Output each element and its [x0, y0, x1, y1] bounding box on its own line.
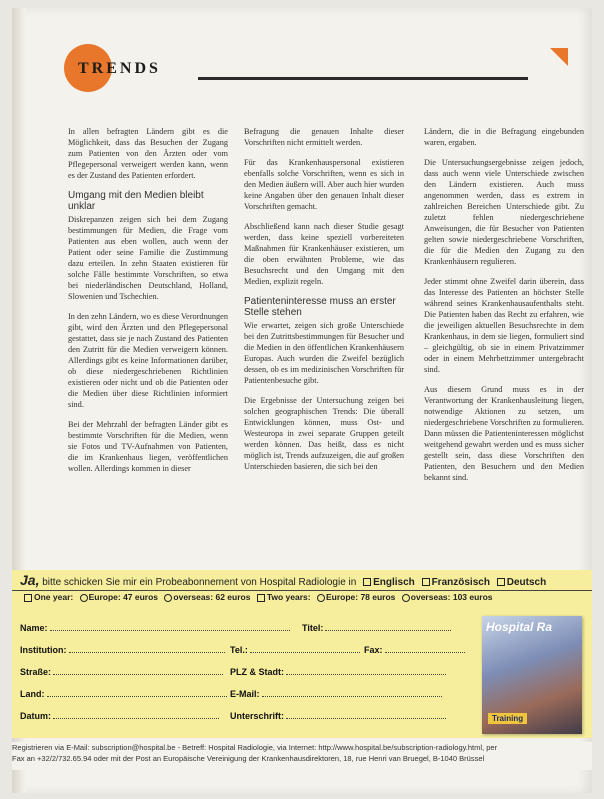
label-two-years: Two years: [266, 592, 311, 602]
header-rule [198, 77, 528, 80]
paragraph: In den zehn Ländern, wo es diese Verordnungen gibt, wird den Ärzten und den Pflegepersonal gestattet, dass sie je nach Zustand des Patienten den Zutritt für die Medien verweigern können. Allerdings gibt es keine Informationen darüber, ob diese niedergeschriebenen Richtlinien existieren oder nicht und ob die Patienten oder die Medien über diese Richtlinien informiert sind. [68, 312, 228, 409]
magazine-title: Hospital Ra [486, 620, 553, 634]
paragraph: Bei der Mehrzahl der befragten Länder gibt es bestimmte Vorschriften für die Medien, wenn sie Fotos und TV-Aufnahmen von Patienten, die im Krankenhaus liegen, veröffentlichen wollen. Allerdings kommen in dieser [68, 420, 228, 473]
order-ja: Ja, [20, 572, 40, 588]
radio-overseas-one-year[interactable] [164, 594, 172, 602]
country-label: Land: [20, 689, 45, 699]
subscription-order-form [12, 570, 592, 738]
label-overseas-two-years: overseas: 103 euros [410, 592, 493, 602]
paragraph: In allen befragten Ländern gibt es die Möglichkeit, dass das Besuchen der Zugang zum Patienten von den Ärzten oder vom Pflegepersonal verweigert werden kann, wenn es der Zustand des Patienten erfordert. [68, 127, 228, 180]
radio-europe-two-years[interactable] [317, 594, 325, 602]
order-divider [12, 590, 592, 591]
fax-field[interactable] [364, 644, 465, 655]
checkbox-french[interactable] [422, 578, 430, 586]
radio-overseas-two-years[interactable] [402, 594, 410, 602]
phone-label: Tel.: [230, 645, 248, 655]
article-column-3 [424, 126, 584, 492]
signature-label: Unterschrift: [230, 711, 285, 721]
title-label: Titel: [302, 623, 324, 633]
radio-europe-one-year[interactable] [80, 594, 88, 602]
paragraph: Die Untersuchungsergebnisse zeigen jedoch, dass auch wenn viele Unterschiede zwischen den Ländern existieren. Auch muss angenommen werden, dass es extrem in zahlreichen Bereichen Unterschiede gibt. Zu zuletzt fehlen niedergeschriebene Anweisungen, die für Besucher von Patienten gelten sowie niedergeschriebene Vorschriften, die für die Medien den Zugang zu den Krankenhäusern regulieren. [424, 158, 584, 266]
order-headline-text: bitte schicken Sie mir ein Probeabonnement von Hospital Radiologie in [42, 577, 357, 588]
institution-field[interactable] [20, 644, 225, 655]
section-title: TRENDS [78, 60, 161, 77]
label-europe-one-year: Europe: 47 euros [88, 592, 159, 602]
footer-line-2: Fax an +32/2/732.65.94 oder mit der Post an Europäische Vereinigung der Krankenhausdirektoren, 18, rue Henri van Bruegel, B-1040 Brüssel [12, 754, 485, 763]
label-europe-two-years: Europe: 78 euros [325, 592, 396, 602]
street-field[interactable] [20, 666, 223, 677]
institution-label: Institution: [20, 645, 67, 655]
email-label: E-Mail: [230, 689, 260, 699]
price-options [20, 592, 493, 602]
footer [12, 742, 592, 770]
checkbox-german[interactable] [497, 578, 505, 586]
date-field[interactable] [20, 710, 219, 721]
corner-triangle-icon [550, 48, 568, 66]
title-field[interactable] [302, 622, 451, 633]
date-label: Datum: [20, 711, 51, 721]
name-field[interactable] [20, 622, 290, 633]
paragraph: Aus diesem Grund muss es in der Verantwortung der Krankenhausleitung liegen, notwendige Aktionen zu setzen, um niedergeschriebene Vorschriften zu formulieren. Dann müssen die Patienteninteressen möglichst weitgehend gewahrt werden und es muss sicher gestellt sein, dass diese Vorschriften den Patienten, den Besuchern und den Medien bekannt sind. [424, 385, 584, 482]
paragraph: Befragung die genauen Inhalte dieser Vorschriften nicht ermittelt werden. [244, 127, 404, 147]
checkbox-english[interactable] [363, 578, 371, 586]
footer-line-1: Registrieren via E-Mail: subscription@hospital.be - Betreff: Hospital Radiologie, via Internet: http://www.hospital.be/subscription-radiology.html, per [12, 743, 498, 752]
country-field[interactable] [20, 688, 227, 699]
paragraph: Jeder stimmt ohne Zweifel darin überein, dass das Interesse des Patienten an höchster Stelle während seines Krankenhausaufenthalts steht. Die Patienten haben das Recht zu erfahren, wie die jeweiligen aktuellen Besuchsrechte in dem Krankenhaus, in dem sie liegen, formuliert sind – gleichgültig, ob sie in einem Privatzimmer oder in einem Mehrbettzimmer untergebracht sind. [424, 277, 584, 374]
zip-city-label: PLZ & Stadt: [230, 667, 284, 677]
label-english: Englisch [373, 577, 415, 588]
label-french: Französisch [431, 577, 490, 588]
zip-city-field[interactable] [230, 666, 446, 677]
article-column-2 [244, 126, 404, 481]
phone-field[interactable] [230, 644, 360, 655]
label-one-year: One year: [34, 592, 74, 602]
paragraph: Abschließend kann nach dieser Studie gesagt werden, dass keine speziell vorbereiteten Maßnahmen für Krankenhäuser existieren, um die oben erwähnten Probleme, wie das Besuchsrecht und den Umgang mit den Medien, explizit regeln. [244, 222, 404, 286]
checkbox-two-years[interactable] [257, 594, 265, 602]
label-german: Deutsch [506, 577, 547, 588]
order-headline [20, 572, 546, 588]
paragraph: Die Ergebnisse der Untersuchung zeigen bei solchen geographischen Trends: Die überall Entwicklungen können, muss Ost- und Westeuropa in zwei separate Gruppen geteilt werden können. Das heißt, dass es nicht möglich ist, Trends aufzuzeigen, die auf großen Unterschieden basieren, die sich bei den [244, 396, 404, 471]
magazine-cover-image [482, 616, 582, 734]
street-label: Straße: [20, 667, 52, 677]
magazine-badge: Training [488, 713, 527, 724]
name-label: Name: [20, 623, 48, 633]
paragraph: Ländern, die in die Befragung eingebunden waren, ergaben. [424, 127, 584, 147]
fax-label: Fax: [364, 645, 383, 655]
subheading: Umgang mit den Medien bleibt unklar [68, 190, 204, 212]
paragraph: Für das Krankenhauspersonal existieren ebenfalls solche Vorschriften, wenn es sich in den Medien äußern will. Aber auch hier wurden keine Angaben über den genauen Inhalt dieser Vorschriften gemacht. [244, 158, 404, 211]
article-column-1 [68, 126, 228, 483]
checkbox-one-year[interactable] [24, 594, 32, 602]
paragraph: Diskrepanzen zeigen sich bei dem Zugang bestimmungen für Medien, die Frage vom Patienten aus eben wollen, auch wenn der Patient oder seine Familie die Zustimmung dazu erteilen. In zehn Staaten existieren für solche Fälle bestimmte Vorschriften, so etwa bei niederländischen Deutschland, Holland, Slowenien und Tschechien. [68, 215, 228, 301]
paragraph: Wie erwartet, zeigen sich große Unterschiede bei den Zutrittsbestimmungen für Besucher und die Medien in den öffentlichen Krankenhäusern Europas. Auch wurden die Zweifel bezüglich dessen, ob es im medizinischen Vorschriften für Patientenbesuche gibt. [244, 321, 404, 385]
article-body [58, 126, 582, 566]
signature-field[interactable] [230, 710, 446, 721]
email-field[interactable] [230, 688, 442, 699]
label-overseas-one-year: overseas: 62 euros [173, 592, 251, 602]
subheading: Patienteninteresse muss an erster Stelle stehen [244, 296, 396, 318]
